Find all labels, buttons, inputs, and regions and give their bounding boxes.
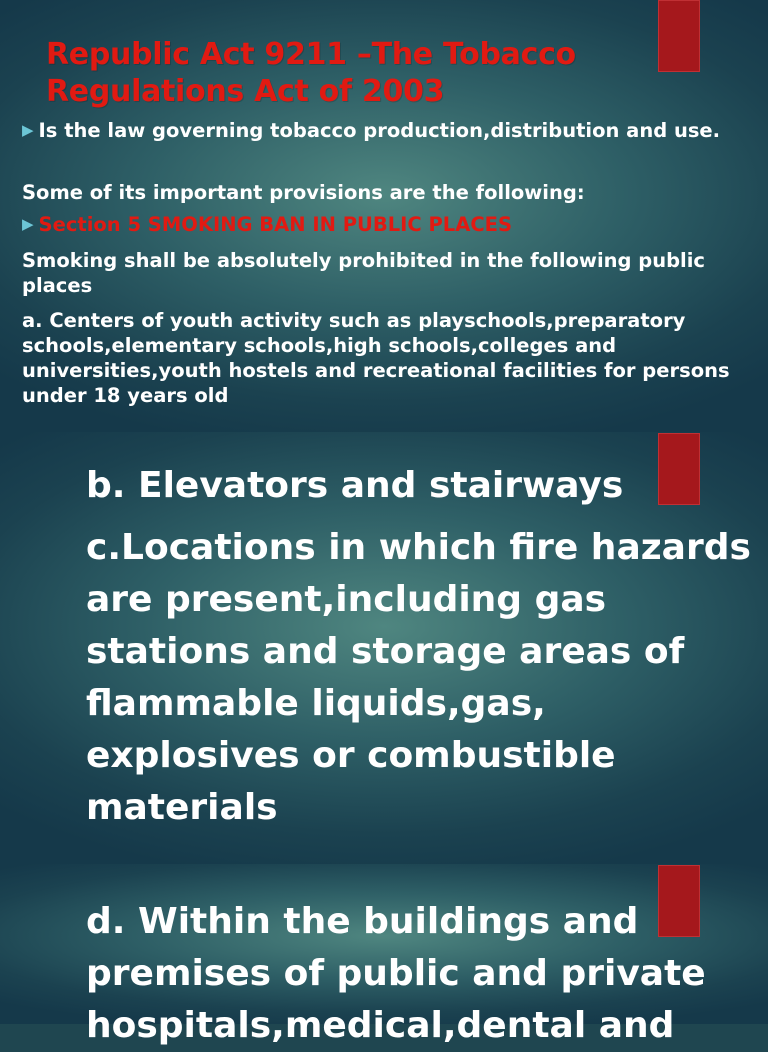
section-heading-text: Section 5 SMOKING BAN IN PUBLIC PLACES	[38, 213, 512, 236]
triangle-right-icon: ▶	[22, 215, 34, 233]
item-a: a. Centers of youth activity such as playschools,preparatory schools,elementary schools,high schools,colleges and universities,youth hostels and recreational facilities for persons under 18 years old	[22, 309, 730, 407]
slide-2	[0, 432, 768, 864]
item-b: b. Elevators and stairways	[86, 465, 624, 506]
item-c: c.Locations in which fire hazards are present,including gas stations and storage areas of flammable liquids,gas, explosives or combustible materials	[86, 527, 751, 828]
bullet-law-description	[22, 118, 752, 143]
red-accent-bar	[658, 0, 700, 72]
bullet-text: Is the law governing tobacco production,distribution and use.	[38, 119, 721, 142]
slide-title: Republic Act 9211 –The Tobacco Regulations Act of 2003	[46, 37, 576, 109]
prohibition-statement: Smoking shall be absolutely prohibited in the following public places	[22, 249, 705, 297]
section-heading	[22, 212, 752, 237]
triangle-right-icon: ▶	[22, 121, 34, 139]
slide-3	[0, 864, 768, 1046]
slide-1	[0, 0, 768, 432]
item-d: d. Within the buildings and premises of public and private hospitals,medical,dental and	[86, 901, 706, 1046]
provisions-intro: Some of its important provisions are the following:	[22, 181, 585, 204]
